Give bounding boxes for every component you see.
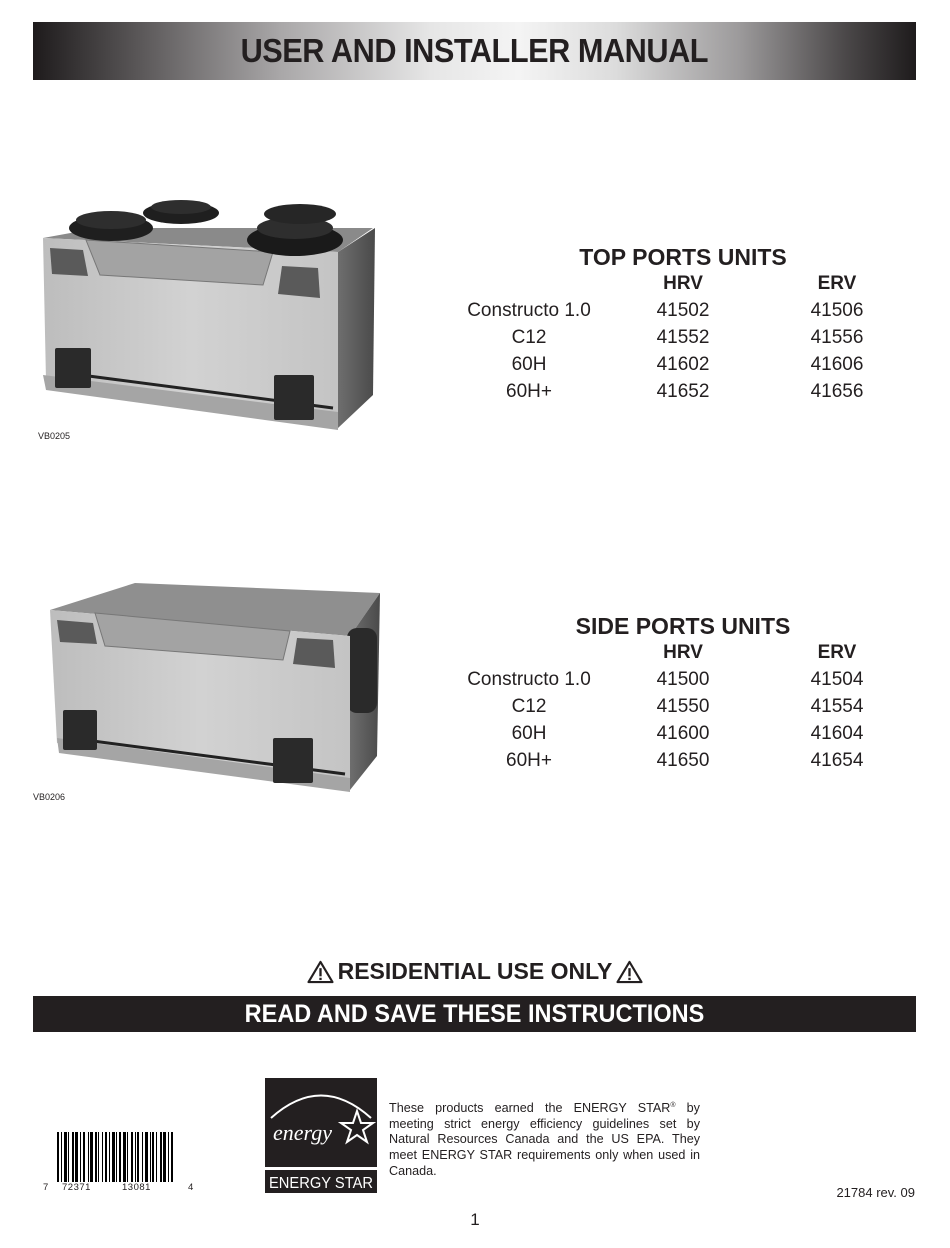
erv-number: 41504	[810, 669, 864, 690]
model-name: 60H	[511, 723, 547, 744]
hrv-number: 41500	[656, 669, 710, 690]
hrv-number: 41600	[656, 723, 710, 744]
energy-star-logo	[265, 1078, 377, 1193]
manual-title: USER AND INSTALLER MANUAL	[240, 32, 709, 69]
warning-triangle-icon	[307, 960, 334, 984]
document-revision: 21784 rev. 09	[836, 1185, 915, 1200]
model-name: 60H+	[506, 750, 552, 771]
top-ports-unit-image	[38, 200, 383, 440]
upc-barcode: 7 72371 13081 4	[40, 1130, 200, 1192]
hrv-number: 41552	[656, 327, 710, 348]
column-header-erv: ERV	[817, 273, 857, 294]
read-save-label: READ AND SAVE THESE INSTRUCTIONS	[244, 999, 705, 1028]
residential-label: RESIDENTIAL USE ONLY	[337, 958, 613, 984]
erv-number: 41506	[810, 300, 864, 321]
erv-number: 41604	[810, 723, 864, 744]
svg-text:energy: energy	[273, 1120, 333, 1145]
residential-warning	[0, 958, 950, 985]
hrv-number: 41652	[656, 381, 710, 402]
table-row	[452, 300, 892, 327]
erv-number: 41556	[810, 327, 864, 348]
top-ports-table	[452, 244, 892, 408]
erv-number: 41606	[810, 354, 864, 375]
side-ports-heading: SIDE PORTS UNITS	[575, 613, 791, 639]
side-ports-unit-image	[45, 578, 385, 800]
side-ports-image-code: VB0206	[33, 792, 66, 802]
model-name: Constructo 1.0	[467, 300, 591, 321]
top-ports-heading: TOP PORTS UNITS	[579, 244, 787, 270]
hrv-number: 41650	[656, 750, 710, 771]
hrv-number: 41550	[656, 696, 710, 717]
table-row	[452, 750, 892, 777]
read-save-instructions-bar	[33, 996, 916, 1032]
model-name: Constructo 1.0	[467, 669, 591, 690]
svg-text:ENERGY STAR: ENERGY STAR	[269, 1175, 373, 1192]
table-row	[452, 723, 892, 750]
model-name: 60H	[511, 354, 547, 375]
side-ports-table	[452, 613, 892, 777]
warning-triangle-icon	[616, 960, 643, 984]
model-name: C12	[511, 327, 547, 348]
hrv-number: 41502	[656, 300, 710, 321]
erv-number: 41656	[810, 381, 864, 402]
manual-title-bar	[33, 22, 916, 80]
page-number: 1	[470, 1210, 480, 1229]
table-row	[452, 354, 892, 381]
table-header-row	[452, 642, 892, 669]
erv-number: 41654	[810, 750, 864, 771]
table-row	[452, 669, 892, 696]
column-header-hrv: HRV	[663, 642, 703, 663]
model-name: 60H+	[506, 381, 552, 402]
model-name: C12	[511, 696, 547, 717]
column-header-hrv: HRV	[663, 273, 703, 294]
erv-number: 41554	[810, 696, 864, 717]
table-row	[452, 696, 892, 723]
column-header-erv: ERV	[817, 642, 857, 663]
table-row	[452, 381, 892, 408]
table-row	[452, 327, 892, 354]
energy-star-statement: These products earned the ENERGY STAR® by meeting strict energy efficiency guidelines set by Natural Resources Canada and the US EPA. They meet ENERGY STAR requirements only when used in Canada.	[389, 1101, 700, 1178]
barcode-bars	[57, 1132, 185, 1182]
top-ports-image-code: VB0205	[38, 431, 71, 441]
table-header-row	[452, 273, 892, 300]
hrv-number: 41602	[656, 354, 710, 375]
